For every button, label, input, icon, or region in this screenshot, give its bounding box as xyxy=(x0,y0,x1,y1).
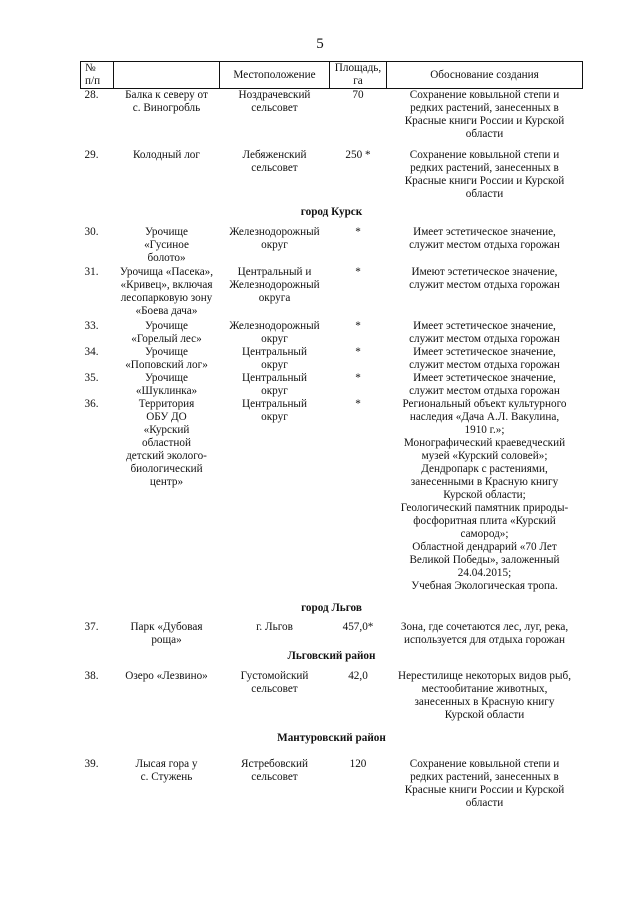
cell-line: 120 xyxy=(349,758,367,770)
cell-line: округ xyxy=(261,359,288,371)
cell-line: 37. xyxy=(84,621,99,633)
section-heading-row xyxy=(81,647,583,670)
section-heading-row xyxy=(81,722,583,758)
cell-line: 250 * xyxy=(345,149,371,161)
cell-number xyxy=(81,372,114,398)
header-name xyxy=(114,62,220,89)
cell-line: служит местом отдыха горожан xyxy=(409,385,560,397)
cell-line: Центральный и xyxy=(237,266,312,278)
cell-line: * xyxy=(355,398,361,410)
section-heading-row xyxy=(81,593,583,621)
cell-location xyxy=(220,346,330,372)
cell-line: Имеют эстетическое значение, xyxy=(411,266,558,278)
cell-line: 1910 г.»; xyxy=(464,424,505,436)
cell-area xyxy=(330,372,387,398)
table-header xyxy=(81,62,583,89)
cell-line: 39. xyxy=(84,758,99,770)
cell-line: Геологический памятник природы- xyxy=(400,502,569,514)
header-location xyxy=(220,62,330,89)
cell-line: Колодный лог xyxy=(133,149,200,161)
cell-area xyxy=(330,141,387,201)
cell-reason xyxy=(387,346,583,372)
cell-line: п/п xyxy=(85,75,101,87)
cell-line: Центральный xyxy=(242,346,307,358)
cell-area xyxy=(330,670,387,722)
cell-line: Площадь, xyxy=(334,62,382,74)
cell-line: «Гусиное xyxy=(144,239,189,251)
cell-line: Красные книги России и Курской xyxy=(404,175,565,187)
cell-line: 42,0 xyxy=(348,670,368,682)
cell-reason xyxy=(387,758,583,810)
table-row xyxy=(81,670,583,722)
cell-line: наследия «Дача А.Л. Вакулина, xyxy=(409,411,560,423)
cell-location xyxy=(220,141,330,201)
cell-line: га xyxy=(353,75,363,87)
cell-number xyxy=(81,265,114,318)
cell-line: 24.04.2015; xyxy=(457,567,512,579)
cell-line: * xyxy=(355,266,361,278)
table-row xyxy=(81,318,583,346)
cell-line: * xyxy=(355,226,361,238)
cell-number xyxy=(81,398,114,593)
table-row xyxy=(81,226,583,265)
cell-line: служит местом отдыха горожан xyxy=(409,333,560,345)
cell-line: Парк «Дубовая xyxy=(130,621,203,633)
cell-line: * xyxy=(355,372,361,384)
cell-line: 36. xyxy=(84,398,99,410)
cell-line: редких растений, занесенных в xyxy=(410,162,559,174)
table-row xyxy=(81,89,583,142)
cell-line: болото» xyxy=(147,252,186,264)
cell-line: Урочище xyxy=(144,320,189,332)
cell-line: 35. xyxy=(84,372,99,384)
cell-name xyxy=(114,758,220,810)
cell-line: 29. xyxy=(84,149,99,161)
table-row xyxy=(81,621,583,647)
cell-line: Сохранение ковыльной степи и xyxy=(409,758,560,770)
cell-line: Курской области xyxy=(444,709,525,721)
cell-line: округ xyxy=(261,385,288,397)
cell-line: Урочища «Пасека», xyxy=(119,266,214,278)
cell-line: местообитание животных, xyxy=(421,683,548,695)
cell-location xyxy=(220,398,330,593)
cell-line: 38. xyxy=(84,670,99,682)
section-heading: город Льгов xyxy=(301,602,362,614)
cell-line: Балка к северу от xyxy=(125,89,208,101)
cell-line: занесенными в Красную книгу xyxy=(410,476,559,488)
table-row xyxy=(81,398,583,593)
cell-line: «Курский xyxy=(143,424,190,436)
cell-line: центр» xyxy=(149,476,184,488)
cell-line: 31. xyxy=(84,266,99,278)
cell-line: Великой Победы», заложенный xyxy=(409,554,560,566)
cell-reason xyxy=(387,89,583,142)
cell-line: Красные книги России и Курской xyxy=(404,115,565,127)
cell-reason xyxy=(387,318,583,346)
cell-line: Лебяженский xyxy=(242,149,307,161)
cell-number xyxy=(81,89,114,142)
cell-line: Ястребовский xyxy=(241,758,308,770)
cell-line: округа xyxy=(258,292,291,304)
cell-location xyxy=(220,226,330,265)
cell-line: «Шуклинка» xyxy=(135,385,198,397)
cell-line: служит местом отдыха горожан xyxy=(409,359,560,371)
cell-line: области xyxy=(465,128,504,140)
cell-line: «Горелый лес» xyxy=(131,333,202,345)
cell-line: Территория xyxy=(138,398,195,410)
section-heading-row xyxy=(81,201,583,226)
cell-name xyxy=(114,372,220,398)
cell-line: Имеет эстетическое значение, xyxy=(413,346,556,358)
cell-line: служит местом отдыха горожан xyxy=(409,279,560,291)
cell-line: 457,0* xyxy=(342,621,374,633)
cell-name xyxy=(114,398,220,593)
cell-line: Сохранение ковыльной степи и xyxy=(409,149,560,161)
section-heading: Льговский район xyxy=(287,650,376,662)
section-heading: Мантуровский район xyxy=(277,732,386,744)
table-row xyxy=(81,141,583,201)
protected-areas-table xyxy=(80,61,583,810)
header-area xyxy=(330,62,387,89)
cell-line: Красные книги России и Курской xyxy=(404,784,565,796)
cell-name xyxy=(114,89,220,142)
cell-line: № xyxy=(85,62,96,74)
cell-line: сельсовет xyxy=(251,683,298,695)
cell-line: ОБУ ДО xyxy=(146,411,187,423)
cell-line: области xyxy=(465,188,504,200)
cell-line: сельсовет xyxy=(251,102,298,114)
cell-line: Зона, где сочетаются лес, луг, река, xyxy=(400,621,569,633)
cell-reason xyxy=(387,226,583,265)
table-row xyxy=(81,346,583,372)
table-body xyxy=(81,89,583,811)
cell-line: редких растений, занесенных в xyxy=(410,102,559,114)
cell-number xyxy=(81,621,114,647)
cell-line: Озеро «Лезвино» xyxy=(125,670,208,682)
cell-line: Урочище xyxy=(144,226,189,238)
header-number xyxy=(81,62,114,89)
cell-line: с. Стужень xyxy=(140,771,193,783)
cell-line: сельсовет xyxy=(251,162,298,174)
cell-line: роща» xyxy=(151,634,182,646)
cell-line: с. Виногробль xyxy=(132,102,201,114)
cell-line: сельсовет xyxy=(251,771,298,783)
cell-location xyxy=(220,670,330,722)
cell-reason xyxy=(387,621,583,647)
cell-line: Имеет эстетическое значение, xyxy=(413,372,556,384)
cell-line: Лысая гора у xyxy=(135,758,198,770)
cell-line: 28. xyxy=(84,89,99,101)
cell-line: лесопарковую зону xyxy=(120,292,213,304)
cell-line: Железнодорожный xyxy=(229,226,320,238)
cell-area xyxy=(330,318,387,346)
cell-area xyxy=(330,89,387,142)
cell-line: округ xyxy=(261,333,288,345)
cell-line: Густомойский xyxy=(240,670,309,682)
cell-line: используется для отдыха горожан xyxy=(404,634,565,646)
cell-area xyxy=(330,265,387,318)
cell-number xyxy=(81,670,114,722)
cell-number xyxy=(81,758,114,810)
cell-area xyxy=(330,758,387,810)
header-reason xyxy=(387,62,583,89)
cell-line: Курской области; xyxy=(443,489,526,501)
cell-line: Монографический краеведческий xyxy=(403,437,566,449)
cell-line: Местоположение xyxy=(233,68,316,81)
cell-line: 70 xyxy=(352,89,364,101)
cell-line: Имеет эстетическое значение, xyxy=(413,320,556,332)
cell-line: служит местом отдыха горожан xyxy=(409,239,560,251)
cell-line: Нерестилище некоторых видов рыб, xyxy=(397,670,571,682)
cell-line: Ноздрачевский xyxy=(238,89,311,101)
cell-line: самород»; xyxy=(460,528,509,540)
cell-line: Центральный xyxy=(242,372,307,384)
cell-name xyxy=(114,141,220,201)
cell-line: Учебная Экологическая тропа. xyxy=(411,580,558,592)
table-row xyxy=(81,265,583,318)
cell-location xyxy=(220,758,330,810)
cell-line: Сохранение ковыльной степи и xyxy=(409,89,560,101)
cell-line: «Поповский лог» xyxy=(125,359,208,371)
cell-line: биологический xyxy=(130,463,203,475)
cell-reason xyxy=(387,265,583,318)
page-number: 5 xyxy=(316,36,324,52)
cell-reason xyxy=(387,141,583,201)
cell-line: * xyxy=(355,320,361,332)
cell-line: 33. xyxy=(84,320,99,332)
cell-line: Региональный объект культурного xyxy=(402,398,567,410)
cell-reason xyxy=(387,670,583,722)
cell-line: Областной дендрарий «70 Лет xyxy=(412,541,557,553)
cell-line: «Кривец», включая xyxy=(120,279,213,291)
table-row xyxy=(81,758,583,810)
section-heading: город Курск xyxy=(300,206,363,218)
cell-location xyxy=(220,89,330,142)
cell-name xyxy=(114,265,220,318)
cell-line: 34. xyxy=(84,346,99,358)
cell-area xyxy=(330,621,387,647)
cell-line: детский эколого- xyxy=(126,450,207,462)
cell-name xyxy=(114,318,220,346)
cell-area xyxy=(330,398,387,593)
cell-line: Урочище xyxy=(144,372,189,384)
cell-line: музей «Курский соловей»; xyxy=(421,450,548,462)
cell-number xyxy=(81,226,114,265)
cell-line: «Боева дача» xyxy=(135,305,198,317)
cell-name xyxy=(114,670,220,722)
cell-number xyxy=(81,141,114,201)
cell-line: области xyxy=(465,797,504,809)
cell-reason xyxy=(387,372,583,398)
cell-line: * xyxy=(355,346,361,358)
cell-line: Урочище xyxy=(144,346,189,358)
cell-line: областной xyxy=(142,437,191,449)
cell-name xyxy=(114,226,220,265)
cell-line: редких растений, занесенных в xyxy=(410,771,559,783)
cell-line: Железнодорожный xyxy=(229,320,320,332)
cell-line: фосфоритная плита «Курский xyxy=(413,515,556,527)
cell-line: Центральный xyxy=(242,398,307,410)
table-row xyxy=(81,372,583,398)
cell-location xyxy=(220,621,330,647)
cell-location xyxy=(220,372,330,398)
cell-line: округ xyxy=(261,411,288,423)
cell-line: Обоснование создания xyxy=(430,68,539,81)
cell-name xyxy=(114,621,220,647)
cell-number xyxy=(81,318,114,346)
cell-area xyxy=(330,346,387,372)
cell-area xyxy=(330,226,387,265)
cell-number xyxy=(81,346,114,372)
cell-line: г. Льгов xyxy=(256,621,293,633)
cell-reason xyxy=(387,398,583,593)
cell-location xyxy=(220,318,330,346)
cell-line: занесенных в Красную книгу xyxy=(414,696,555,708)
cell-line: Железнодорожный xyxy=(229,279,320,291)
cell-line: Дендропарк с растениями, xyxy=(421,463,548,475)
cell-line: 30. xyxy=(84,226,99,238)
cell-line: округ xyxy=(261,239,288,251)
cell-line: Имеет эстетическое значение, xyxy=(413,226,556,238)
cell-name xyxy=(114,346,220,372)
cell-location xyxy=(220,265,330,318)
